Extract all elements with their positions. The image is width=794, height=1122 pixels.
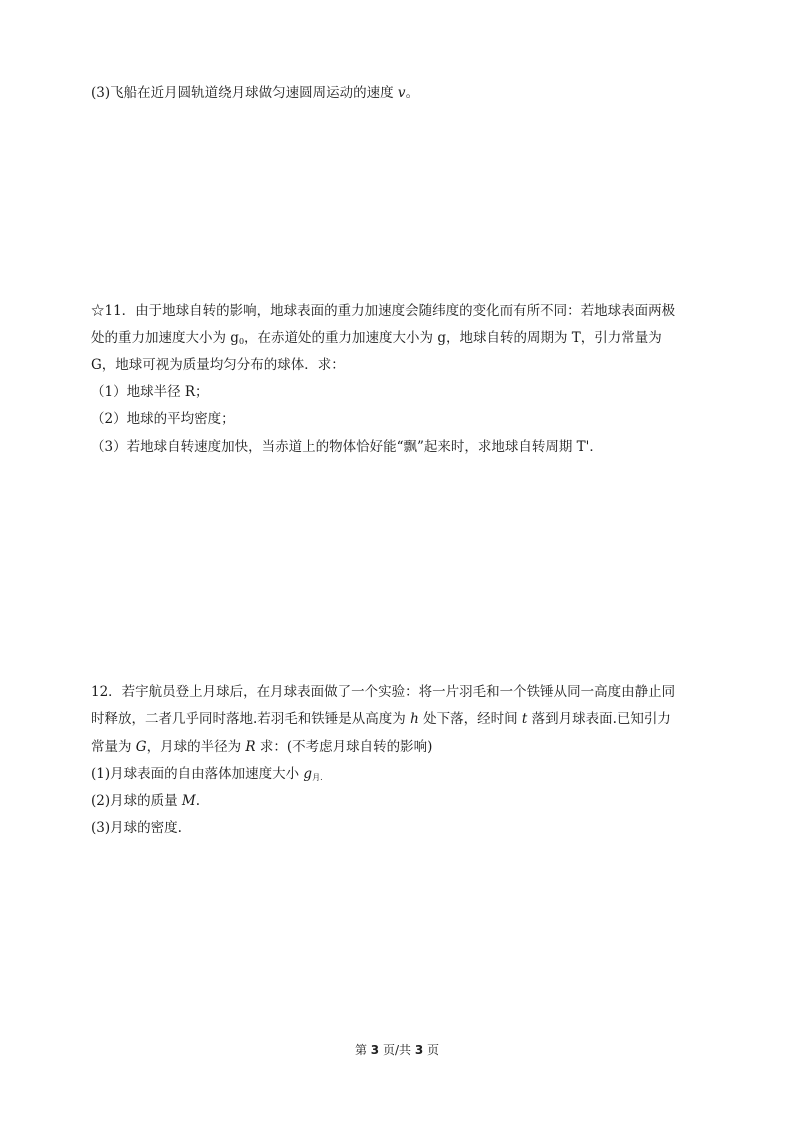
q12-line2b: 处下落，经时间 [418, 711, 522, 727]
q12-line2a: 时释放，二者几乎同时落地.若羽毛和铁锤是从高度为 [91, 711, 411, 727]
q12-sub2-M: M [181, 793, 196, 809]
q11-sub3: （3）若地球自转速度加快，当赤道上的物体恰好能“飘”起来时，求地球自转周期 T'． [91, 439, 603, 455]
q11-line2a: 处的重力加速度大小为 g [91, 330, 239, 346]
q12-line1: 12．若宇航员登上月球后，在月球表面做了一个实验：将一片羽毛和一个铁锤从同一高度由静止同 [91, 684, 676, 700]
q10-part3-var: v [397, 85, 406, 101]
footer-total-pages: 3 [414, 1043, 424, 1057]
q12-line2-t: t [521, 711, 528, 727]
q12-sub2b: . [195, 793, 201, 809]
q11-line3: G，地球可视为质量均匀分布的球体．求： [91, 357, 345, 373]
q11-line2b: ，在赤道处的重力加速度大小为 g，地球自转的周期为 T，引力常量为 [244, 330, 662, 346]
footer-middle: 页/共 [379, 1043, 415, 1057]
q11-line1: ☆11．由于地球自转的影响，地球表面的重力加速度会随纬度的变化而有所不同：若地球表面两极 [91, 303, 676, 319]
q10-part3-text: (3)飞船在近月圆轨道绕月球做匀速圆周运动的速度 [91, 85, 398, 101]
q12-sub1a: (1)月球表面的自由落体加速度大小 [91, 766, 304, 782]
q12-sub1-sub: 月. [312, 773, 323, 782]
q12-sub2 [91, 791, 200, 811]
footer-prefix: 第 [354, 1043, 371, 1057]
q12-line3a: 常量为 [91, 739, 136, 755]
q11-sub1: （1）地球半径 R； [91, 384, 209, 400]
q12-line2c: 落到月球表面.已知引力 [527, 711, 671, 727]
q11-sub2: （2）地球的平均密度； [91, 411, 235, 427]
q12-sub1-g: g [303, 766, 313, 782]
q10-part3 [91, 83, 419, 103]
q12-line2 [91, 709, 671, 729]
q12-sub3: (3)月球的密度. [91, 820, 182, 836]
q10-part3-end: 。 [405, 85, 420, 101]
q12-line3b: ，月球的半径为 [146, 739, 246, 755]
q12-line2-h: h [410, 711, 419, 727]
q12-line3 [91, 737, 432, 757]
q12-sub1 [91, 764, 323, 788]
page-footer [0, 1041, 794, 1058]
q12-line3c: 求：(不考虑月球自转的影响) [255, 739, 433, 755]
q11-line2 [91, 328, 662, 352]
footer-suffix: 页 [423, 1043, 440, 1057]
q12-line3-G: G [135, 739, 147, 755]
q12-sub2a: (2)月球的质量 [91, 793, 182, 809]
q12-line3-R: R [245, 739, 256, 755]
q11-line2-sub: 0 [238, 337, 245, 346]
footer-page-number: 3 [370, 1043, 380, 1057]
